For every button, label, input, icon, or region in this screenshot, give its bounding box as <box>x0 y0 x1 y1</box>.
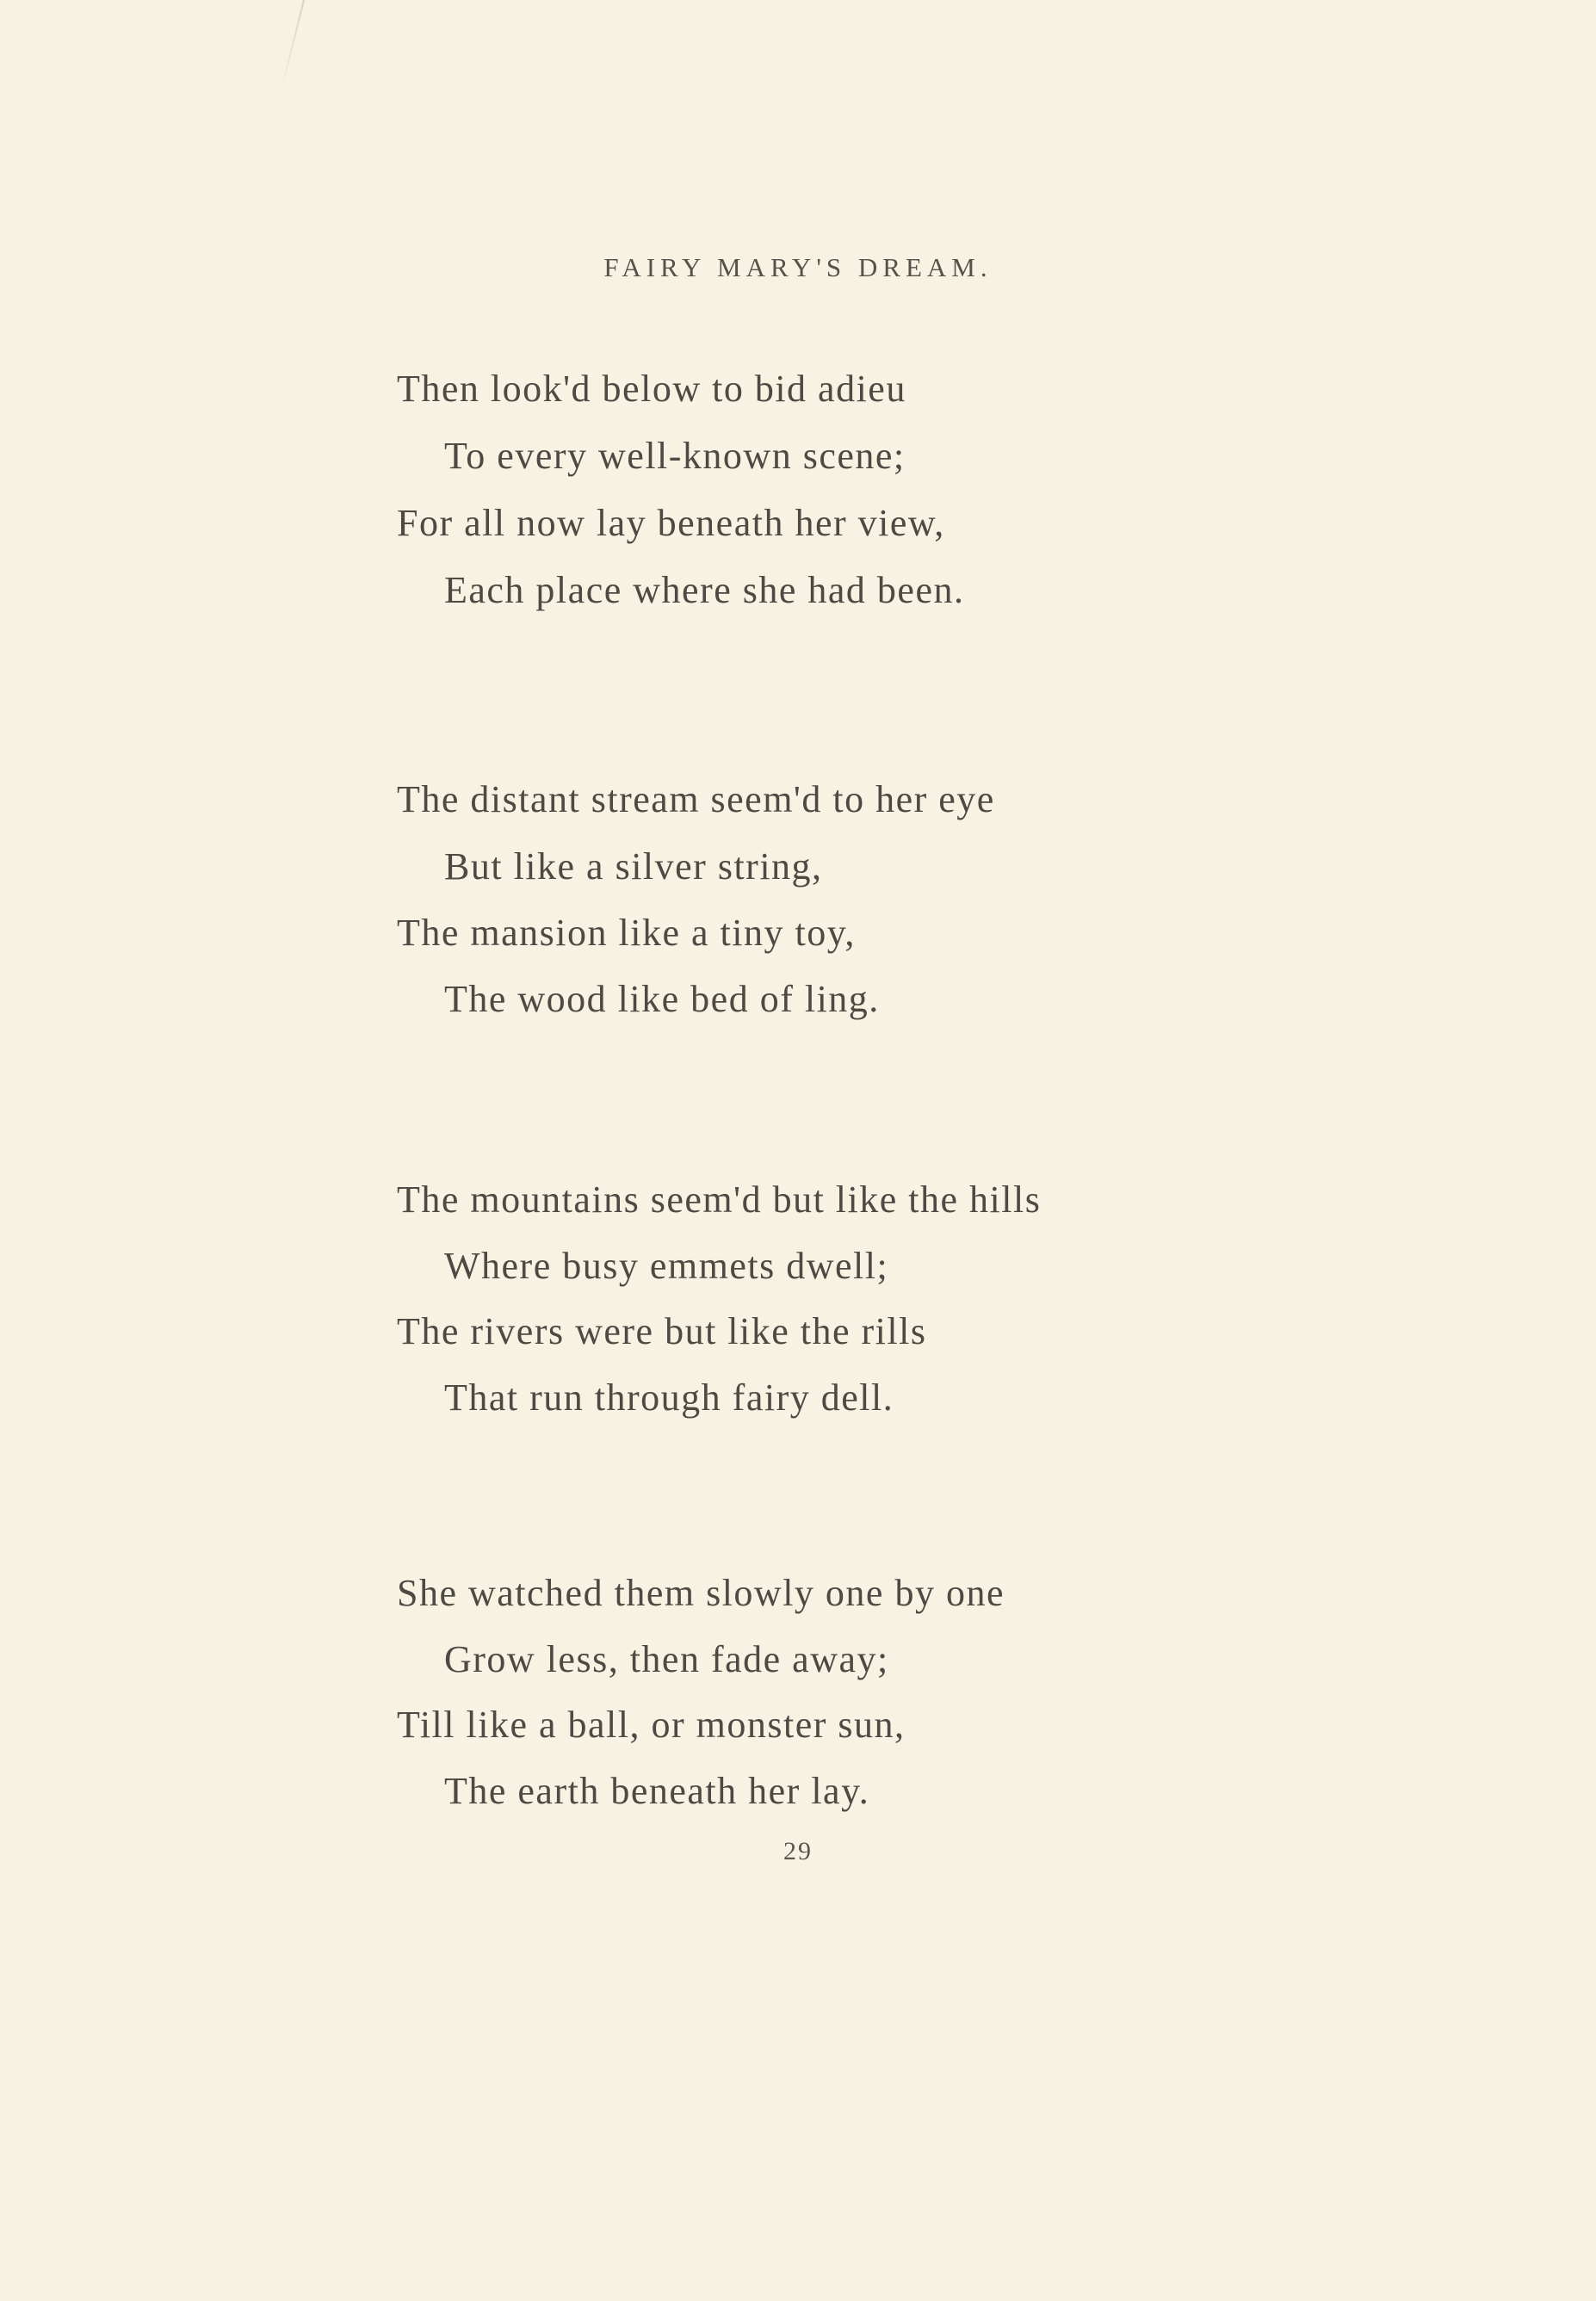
verse-line: That run through fairy dell. <box>444 1376 894 1419</box>
verse-line: The mountains seem'd but like the hills <box>397 1178 1042 1221</box>
verse-line: Each place where she had been. <box>444 569 965 611</box>
verse-line: Grow less, then fade away; <box>444 1638 889 1680</box>
verse-line: The mansion like a tiny toy, <box>397 912 856 954</box>
verse-line: She watched them slowly one by one <box>397 1572 1005 1614</box>
verse-line: Then look'd below to bid adieu <box>397 368 906 410</box>
verse-line: To every well-known scene; <box>444 435 906 477</box>
verse-line: The wood like bed of ling. <box>444 978 880 1020</box>
page-edge-mark <box>280 0 305 92</box>
page-number: 29 <box>783 1837 813 1865</box>
running-head: FAIRY MARY'S DREAM. <box>603 252 993 282</box>
verse-line: For all now lay beneath her view, <box>397 502 945 544</box>
verse-line: The rivers were but like the rills <box>397 1310 927 1352</box>
verse-line: Where busy emmets dwell; <box>444 1245 889 1287</box>
verse-line: Till like a ball, or monster sun, <box>397 1704 906 1746</box>
verse-line: The distant stream seem'd to her eye <box>397 778 995 820</box>
verse-line: But like a silver string, <box>444 845 823 888</box>
verse-line: The earth beneath her lay. <box>444 1770 870 1812</box>
